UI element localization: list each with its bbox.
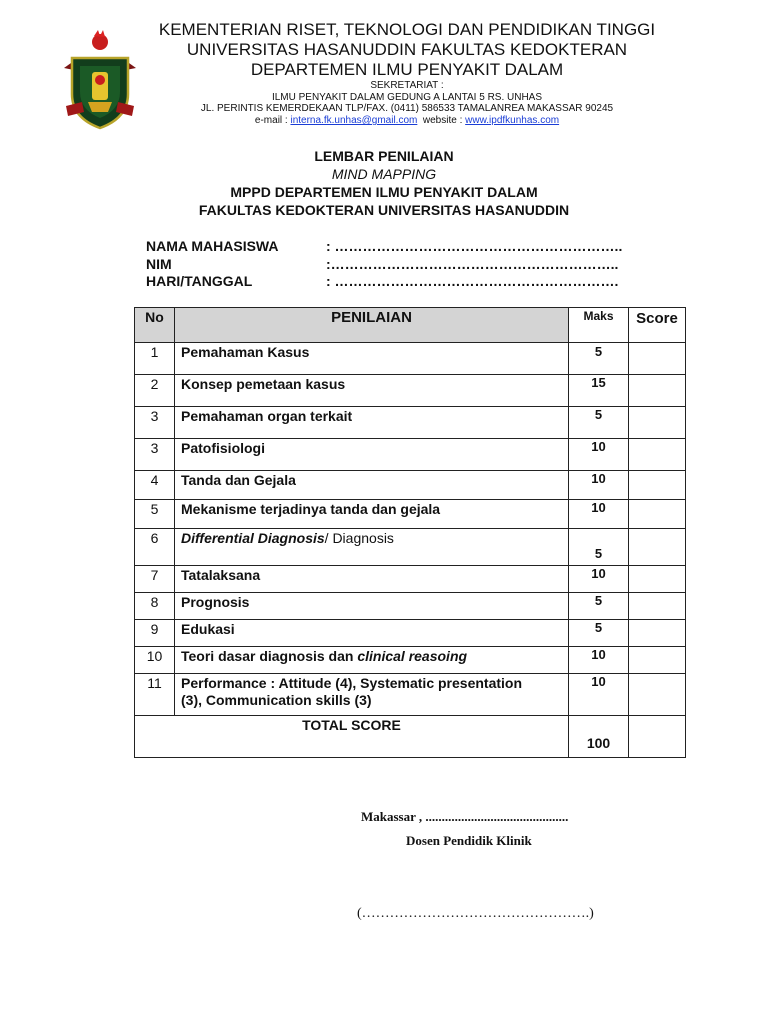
header-no (134, 307, 175, 343)
score-input-cell[interactable] (628, 565, 686, 593)
header-max (568, 307, 629, 343)
score-input-cell[interactable] (628, 528, 686, 566)
score-input-cell[interactable] (628, 619, 686, 647)
table-row-max (568, 592, 629, 620)
table-row-criteria (174, 565, 569, 593)
max-value: 10 (591, 439, 606, 454)
grading-table (134, 307, 686, 758)
table-row-criteria (174, 342, 569, 375)
field-blank[interactable]: : …………………………………………………….. (326, 238, 623, 254)
row-number: 9 (150, 621, 159, 637)
row-number: 11 (147, 675, 162, 691)
table-row-max (568, 528, 629, 566)
criteria-text: Konsep pemetaan kasus (181, 376, 346, 392)
max-value: 5 (594, 546, 603, 561)
table-row-no (134, 342, 175, 375)
score-input-cell[interactable] (628, 470, 686, 500)
table-row-criteria (174, 528, 569, 566)
row-number: 1 (150, 344, 159, 360)
table-row-no (134, 470, 175, 500)
form-subtitle: MIND MAPPING (331, 166, 437, 182)
table-row-criteria (174, 470, 569, 500)
max-value: 10 (591, 647, 606, 662)
max-value: 10 (591, 566, 606, 581)
field-label: HARI/TANGGAL (146, 273, 253, 289)
table-row-max (568, 374, 629, 407)
table-row-no (134, 374, 175, 407)
table-row-criteria (174, 646, 569, 674)
table-row-criteria (174, 438, 569, 471)
total-score-input-cell[interactable] (628, 715, 686, 758)
row-number: 10 (146, 648, 163, 664)
table-row-no (134, 528, 175, 566)
table-row-no (134, 646, 175, 674)
table-row-criteria (174, 374, 569, 407)
table-row-max (568, 406, 629, 439)
website-label: website : (417, 115, 466, 126)
ministry-name: KEMENTERIAN RISET, TEKNOLOGI DAN PENDIDIKAN TINGGI (158, 20, 656, 39)
max-value: 5 (594, 593, 603, 608)
field-blank[interactable]: : ……………………………………………………. (326, 273, 619, 289)
total-score-label: TOTAL SCORE (302, 717, 401, 733)
signature-name-line[interactable]: (………………………………………….) (357, 906, 594, 921)
row-number: 8 (150, 594, 159, 610)
table-row-max (568, 470, 629, 500)
row-number: 4 (150, 472, 159, 488)
email-label: e-mail : (254, 115, 291, 126)
table-row-max (568, 565, 629, 593)
total-max-value: 100 (586, 735, 611, 751)
table-row-no (134, 592, 175, 620)
table-row-no (134, 619, 175, 647)
row-number: 6 (150, 530, 159, 546)
table-row-no (134, 438, 175, 471)
max-value: 5 (594, 407, 603, 422)
score-input-cell[interactable] (628, 673, 686, 716)
score-input-cell[interactable] (628, 592, 686, 620)
criteria-text: Tanda dan Gejala (181, 472, 296, 488)
score-input-cell[interactable] (628, 342, 686, 375)
criteria-text: Patofisiologi (181, 440, 265, 456)
criteria-text-line-2: (3), Communication skills (3) (181, 692, 372, 708)
criteria-text: Teori dasar diagnosis dan (181, 648, 358, 664)
table-row-no (134, 565, 175, 593)
total-score-label-cell (134, 715, 569, 758)
table-row-criteria (174, 499, 569, 529)
row-number: 5 (150, 501, 159, 517)
student-id-field (146, 255, 618, 273)
secretariat-label: SEKRETARIAT : (370, 80, 444, 91)
header-score-label: Score (636, 310, 678, 327)
table-row-no (134, 499, 175, 529)
max-value: 10 (591, 471, 606, 486)
max-value: 10 (591, 500, 606, 515)
header-no-label: No (145, 309, 164, 325)
max-value: 10 (591, 674, 606, 689)
place-date-line[interactable]: Makassar , ............................................ (361, 809, 569, 824)
score-input-cell[interactable] (628, 374, 686, 407)
department-name: DEPARTEMEN ILMU PENYAKIT DALAM (250, 60, 564, 79)
header-criteria-label: PENILAIAN (331, 309, 412, 326)
score-input-cell[interactable] (628, 646, 686, 674)
table-row-criteria (174, 673, 569, 716)
table-row-criteria (174, 592, 569, 620)
score-input-cell[interactable] (628, 406, 686, 439)
criteria-text: Mekanisme terjadinya tanda dan gejala (181, 501, 441, 517)
header-score (628, 307, 686, 343)
row-number: 3 (150, 440, 159, 456)
website-link[interactable]: www.ipdfkunhas.com (465, 115, 560, 126)
criteria-text: Edukasi (181, 621, 235, 637)
criteria-text-italic: clinical reasoing (357, 648, 468, 664)
field-blank[interactable]: :…………………………………………………….. (326, 256, 619, 272)
score-input-cell[interactable] (628, 499, 686, 529)
table-row-max (568, 499, 629, 529)
criteria-text: Performance : Attitude (4), Systematic presentation (181, 675, 523, 691)
form-title: LEMBAR PENILAIAN (314, 148, 454, 164)
max-value: 5 (594, 344, 603, 359)
total-max-cell (568, 715, 629, 758)
header-max-label: Maks (583, 309, 614, 323)
criteria-text: Pemahaman Kasus (181, 344, 310, 360)
field-label: NIM (146, 256, 172, 272)
contact-line (110, 115, 704, 127)
student-name-field (146, 237, 622, 255)
score-input-cell[interactable] (628, 438, 686, 471)
university-name: UNIVERSITAS HASANUDDIN FAKULTAS KEDOKTERAN (186, 40, 628, 59)
table-row-criteria (174, 619, 569, 647)
row-number: 3 (150, 408, 159, 424)
criteria-text: / Diagnosis (324, 530, 394, 546)
address-line-2: JL. PERINTIS KEMERDEKAAN TLP/FAX. (0411) 586533 TAMALANREA MAKASSAR 90245 (200, 103, 614, 114)
table-row-max (568, 619, 629, 647)
form-department: MPPD DEPARTEMEN ILMU PENYAKIT DALAM (230, 184, 538, 200)
email-link[interactable]: interna.fk.unhas@gmail.com (290, 115, 418, 126)
table-row-max (568, 342, 629, 375)
table-row-max (568, 646, 629, 674)
table-row-max (568, 438, 629, 471)
table-row-criteria (174, 406, 569, 439)
signer-role: Dosen Pendidik Klinik (406, 833, 532, 848)
row-number: 2 (150, 376, 159, 392)
table-row-no (134, 406, 175, 439)
field-label: NAMA MAHASISWA (146, 238, 279, 254)
max-value: 5 (594, 620, 603, 635)
header-criteria (174, 307, 569, 343)
criteria-text: Prognosis (181, 594, 250, 610)
address-line-1: ILMU PENYAKIT DALAM GEDUNG A LANTAI 5 RS. UNHAS (271, 92, 543, 103)
table-row-max (568, 673, 629, 716)
date-field (146, 272, 618, 290)
row-number: 7 (150, 567, 159, 583)
table-row-no (134, 673, 175, 716)
max-value: 15 (591, 375, 606, 390)
criteria-text-italic: Differential Diagnosis (181, 530, 325, 546)
form-faculty: FAKULTAS KEDOKTERAN UNIVERSITAS HASANUDDIN (198, 202, 570, 218)
criteria-text: Pemahaman organ terkait (181, 408, 353, 424)
criteria-text: Tatalaksana (181, 567, 261, 583)
